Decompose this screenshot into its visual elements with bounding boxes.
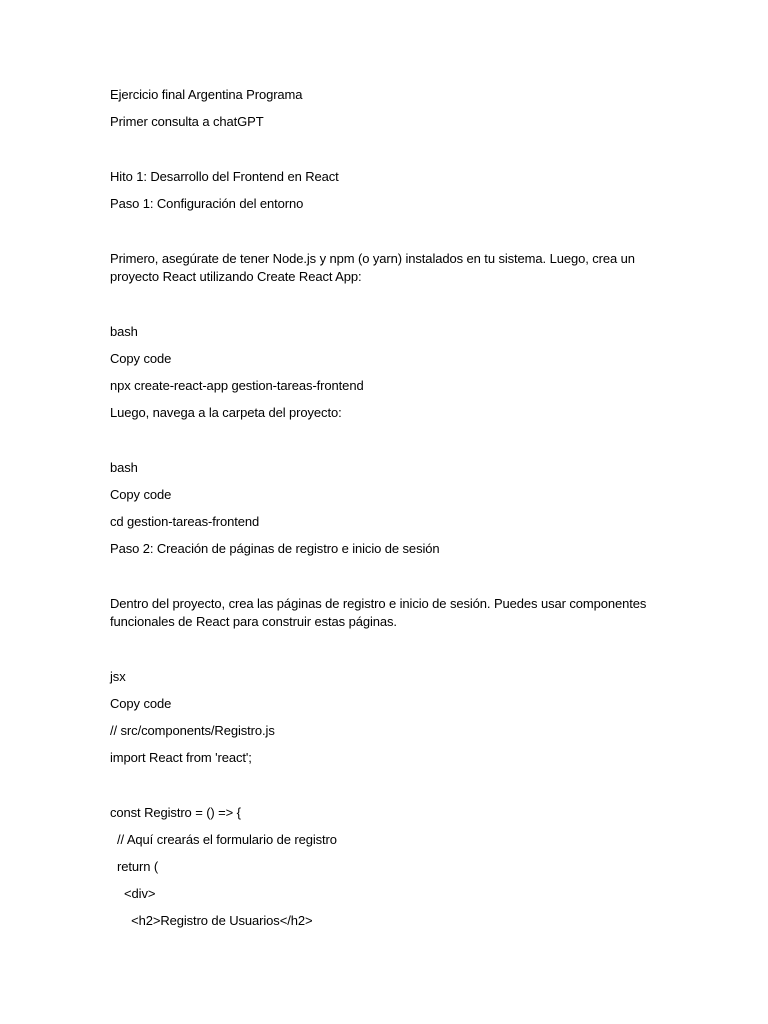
copy-code-label: Copy code [110,351,172,366]
code-line: <h2>Registro de Usuarios</h2> [110,913,313,928]
paragraph: Primero, asegúrate de tener Node.js y npm (o yarn) instalados en tu sistema. Luego, crea un proyecto React utilizando Create React App: [110,251,635,284]
section-heading: Hito 1: Desarrollo del Frontend en React [110,169,339,184]
document-body [110,86,670,930]
code-language-label: jsx [110,669,126,684]
code-line: import React from 'react'; [110,750,252,765]
code-line: cd gestion-tareas-frontend [110,514,260,529]
document-subtitle: Primer consulta a chatGPT [110,114,264,129]
code-line: const Registro = () => { [110,805,241,820]
step-heading: Paso 2: Creación de páginas de registro e inicio de sesión [110,541,440,556]
code-language-label: bash [110,324,138,339]
document-title: Ejercicio final Argentina Programa [110,87,303,102]
code-line: return ( [110,859,159,874]
step-heading: Paso 1: Configuración del entorno [110,196,304,211]
code-line: // src/components/Registro.js [110,723,275,738]
code-line: npx create-react-app gestion-tareas-frontend [110,378,364,393]
copy-code-label: Copy code [110,696,172,711]
paragraph: Luego, navega a la carpeta del proyecto: [110,405,342,420]
code-language-label: bash [110,460,138,475]
copy-code-label: Copy code [110,487,172,502]
code-line: <div> [110,886,156,901]
code-line: // Aquí crearás el formulario de registro [110,832,337,847]
paragraph: Dentro del proyecto, crea las páginas de registro e inicio de sesión. Puedes usar componentes funcionales de React para construir estas páginas. [110,596,647,629]
